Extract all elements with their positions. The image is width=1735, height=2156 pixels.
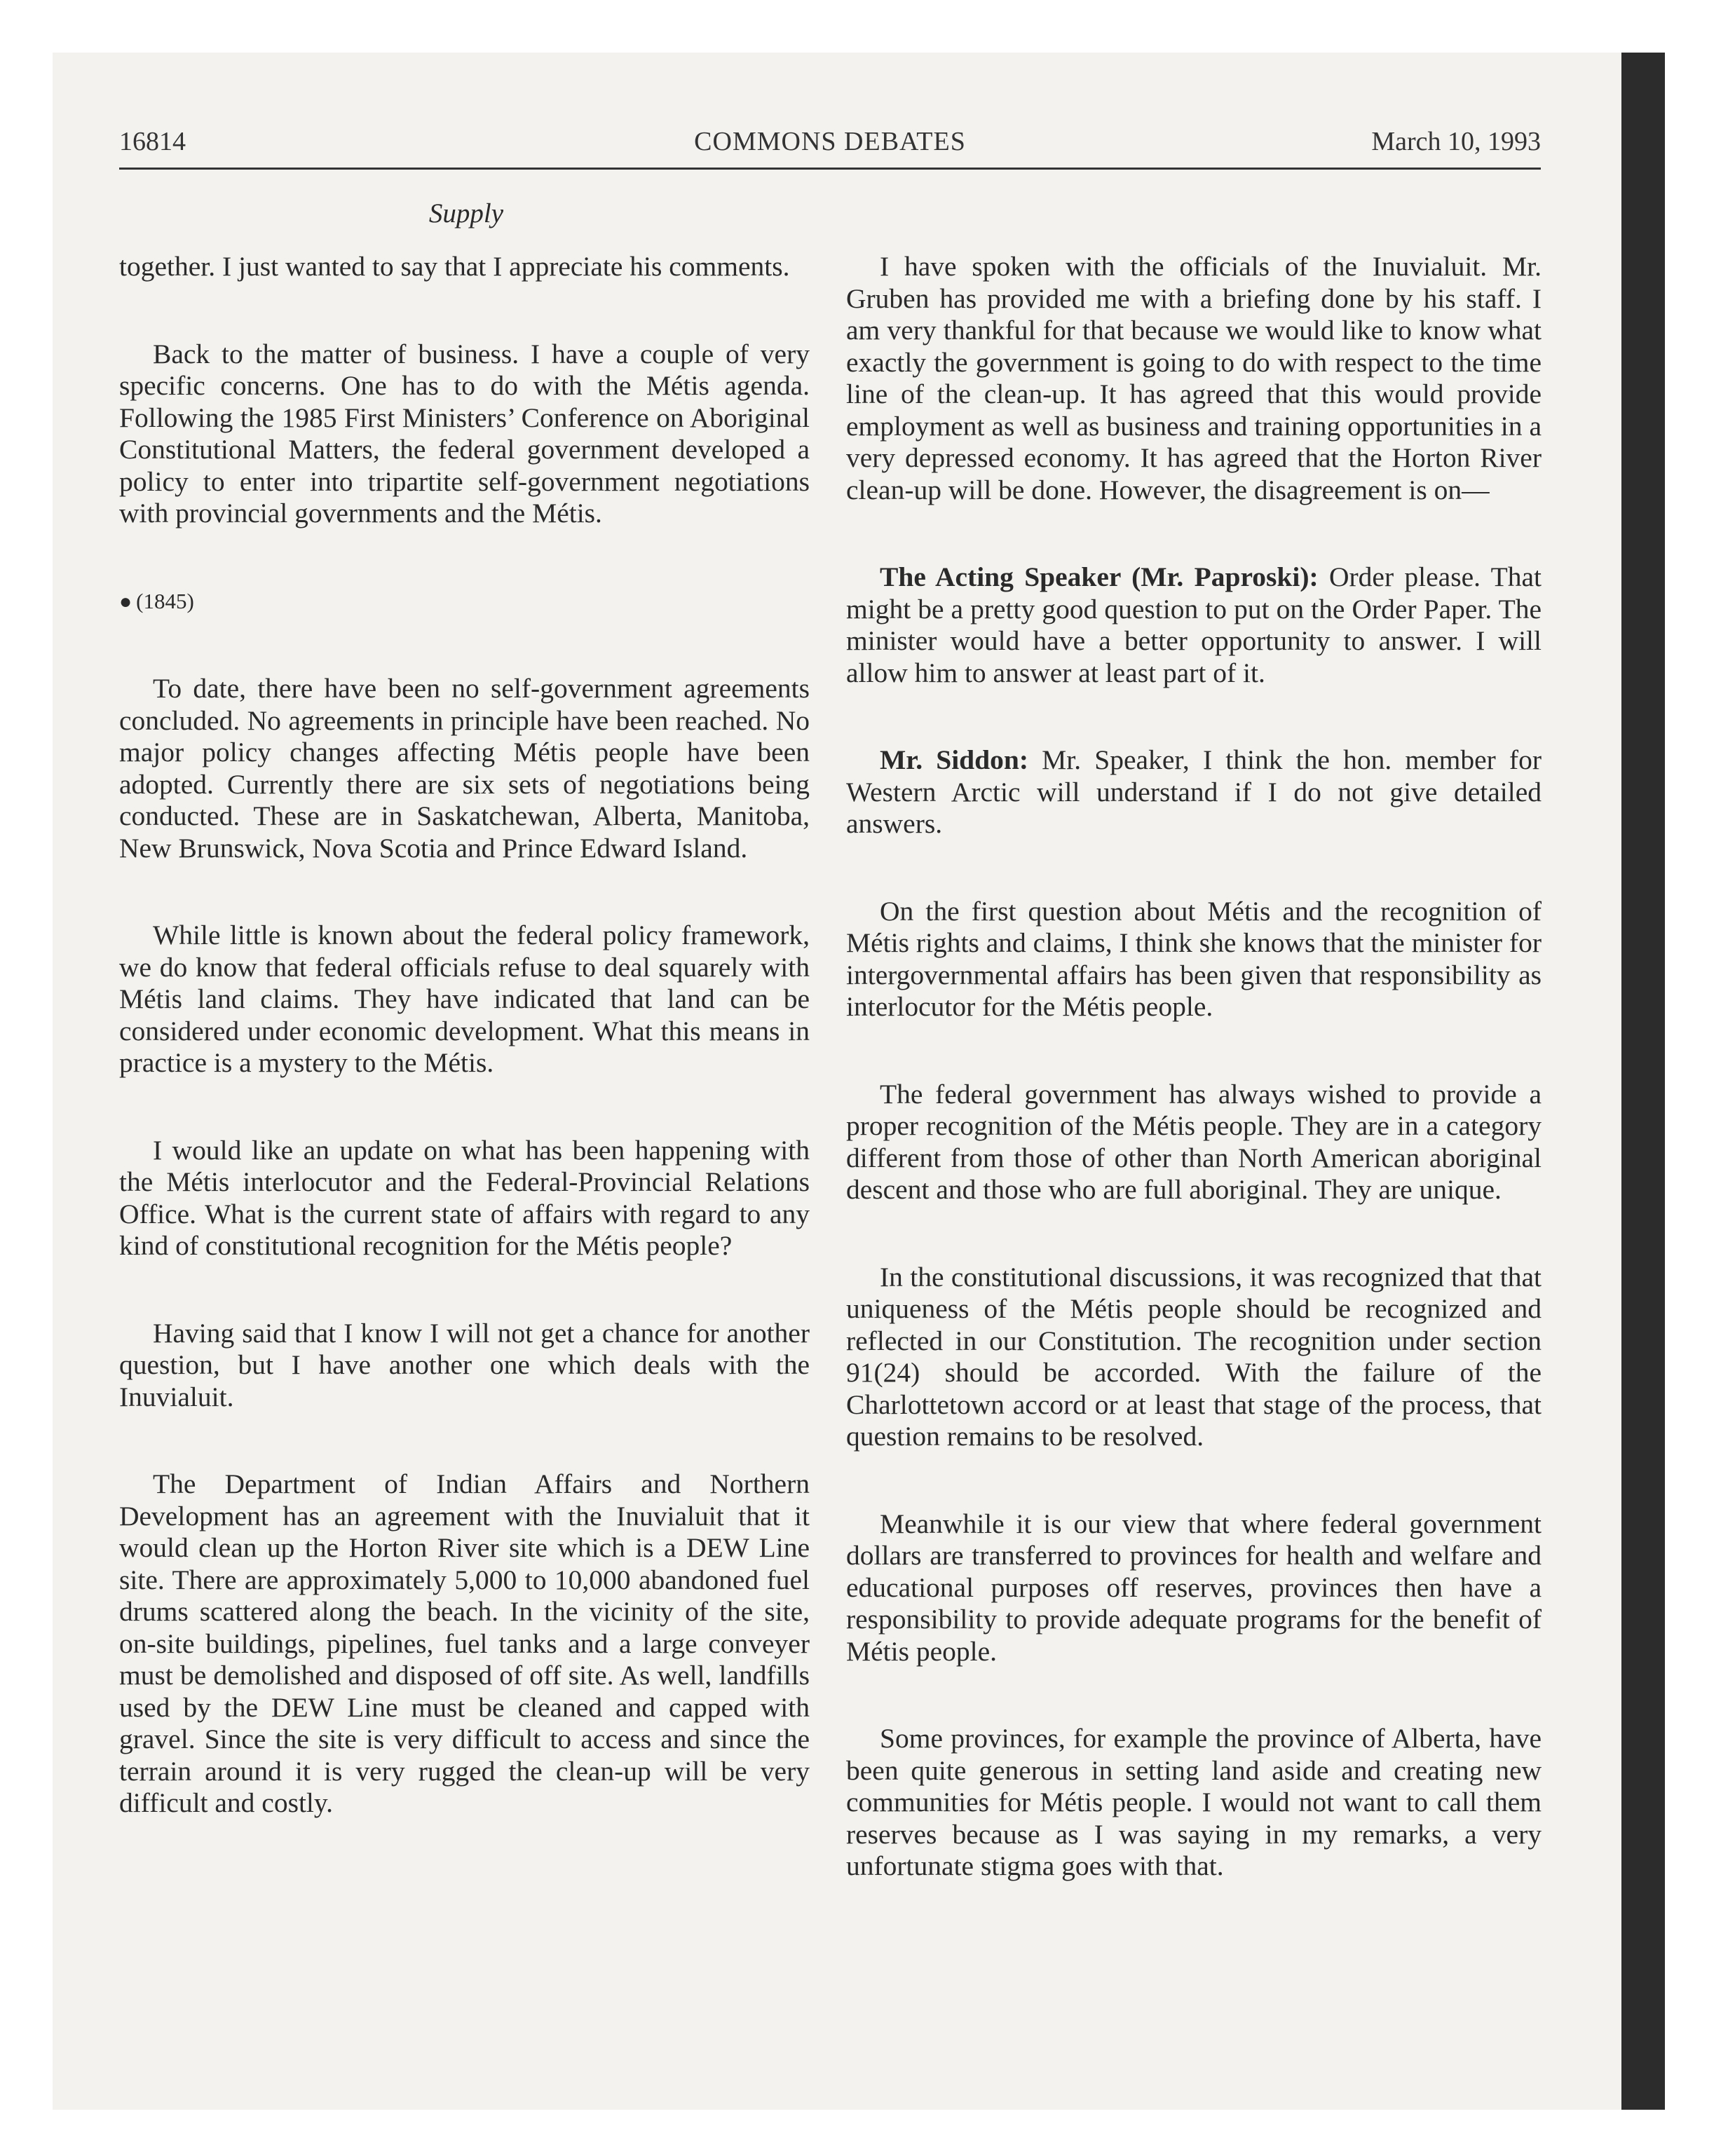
speech-text: Mr. Speaker, I think the hon. member for Western Arctic will understand if I do not give detailed answers. <box>846 744 1542 839</box>
speaker-name: The Acting Speaker (Mr. Paproski): <box>880 561 1319 592</box>
publication-date: March 10, 1993 <box>1371 127 1541 156</box>
paragraph: The federal government has always wished to provide a proper recognition of the Métis people. They are in a category different from those of other than North American aboriginal descent and those who are full aboriginal. They are unique. <box>846 1078 1542 1205</box>
section-label: Supply <box>428 198 504 228</box>
paragraph: The Department of Indian Affairs and Northern Development has an agreement with the Inuvialuit that it would clean up the Horton River site which is a DEW Line site. There are approximately 5,000 to 10,000 abandoned fuel drums scattered along the beach. In the vicinity of the site, on-site buildings, pipelines, fuel tanks and a large conveyer must be demolished and disposed of off site. As well, landfills used by the DEW Line must be cleaned and capped with gravel. Since the site is very difficult to access and since the terrain around it is very rugged the clean-up will be very difficult and costly. <box>119 1468 810 1818</box>
speech-paragraph <box>846 744 1542 840</box>
paragraph: Having said that I know I will not get a chance for another question, but I have another one which deals with the Inuvialuit. <box>119 1317 810 1412</box>
header-rule <box>119 168 1541 170</box>
paragraph: On the first question about Métis and the recognition of Métis rights and claims, I think she knows that the minister for intergovernmental affairs has been given that responsibility as interlocutor for the Métis people. <box>846 895 1542 1022</box>
scan-edge-shadow <box>1621 53 1665 2110</box>
paragraph: Back to the matter of business. I have a couple of very specific concerns. One has to do with the Métis agenda. Following the 1985 First Ministers’ Conference on Aboriginal Constitutional Matters, the federal government developed a policy to enter into tripartite self-government negotiations with provincial governments and the Métis. <box>119 338 810 528</box>
paragraph: To date, there have been no self-government agreements concluded. No agreements in principle have been reached. No major policy changes affecting Métis people have been adopted. Currently there are six sets of negotiations being conducted. These are in Saskatchewan, Alberta, Manitoba, New Brunswick, Nova Scotia and Prince Edward Island. <box>119 673 810 864</box>
left-column <box>119 251 810 1875</box>
paragraph: I would like an update on what has been happening with the Métis interlocutor and the Federal-Provincial Relations Office. What is the current state of affairs with regard to any kind of constitutional recognition for the Métis people? <box>119 1134 810 1261</box>
right-column <box>846 251 1542 1938</box>
bullet-icon: ● <box>119 589 132 613</box>
timestamp <box>119 585 810 618</box>
speaker-name: Mr. Siddon: <box>880 744 1028 775</box>
publication-title: COMMONS DEBATES <box>694 127 966 156</box>
page-number: 16814 <box>119 127 186 156</box>
page-header <box>119 126 1541 168</box>
speech-paragraph <box>846 561 1542 689</box>
paragraph: Meanwhile it is our view that where federal government dollars are transferred to provinces for health and welfare and educational purposes off reserves, provinces then have a responsibility to provide adequate programs for the benefit of Métis people. <box>846 1508 1542 1667</box>
paragraph: together. I just wanted to say that I appreciate his comments. <box>119 251 790 282</box>
paragraph: I have spoken with the officials of the Inuvialuit. Mr. Gruben has provided me with a briefing done by his staff. I am very thankful for that because we would like to know what exactly the government is going to do with respect to the time line of the clean-up. It has agreed that this would provide employment as well as business and training opportunities in a very depressed economy. It has agreed that the Horton River clean-up will be done. However, the disagreement is on— <box>846 251 1542 505</box>
speech-text: Order please. That might be a pretty good question to put on the Order Paper. The minister would have a better opportunity to answer. I will allow him to answer at least part of it. <box>846 561 1542 688</box>
timestamp-text: (1845) <box>136 588 194 613</box>
paragraph: Some provinces, for example the province of Alberta, have been quite generous in setting land aside and creating new communities for Métis people. I would not want to call them reserves because as I was saying in my remarks, a very unfortunate stigma goes with that. <box>846 1723 1542 1881</box>
paragraph: While little is known about the federal policy framework, we do know that federal officials refuse to deal squarely with Métis land claims. They have indicated that land can be considered under economic development. What this means in practice is a mystery to the Métis. <box>119 920 810 1078</box>
paragraph: In the constitutional discussions, it was recognized that that uniqueness of the Métis people should be recognized and reflected in our Constitution. The recognition under section 91(24) should be accorded. With the failure of the Charlottetown accord or at least that stage of the process, that question remains to be resolved. <box>846 1261 1542 1452</box>
